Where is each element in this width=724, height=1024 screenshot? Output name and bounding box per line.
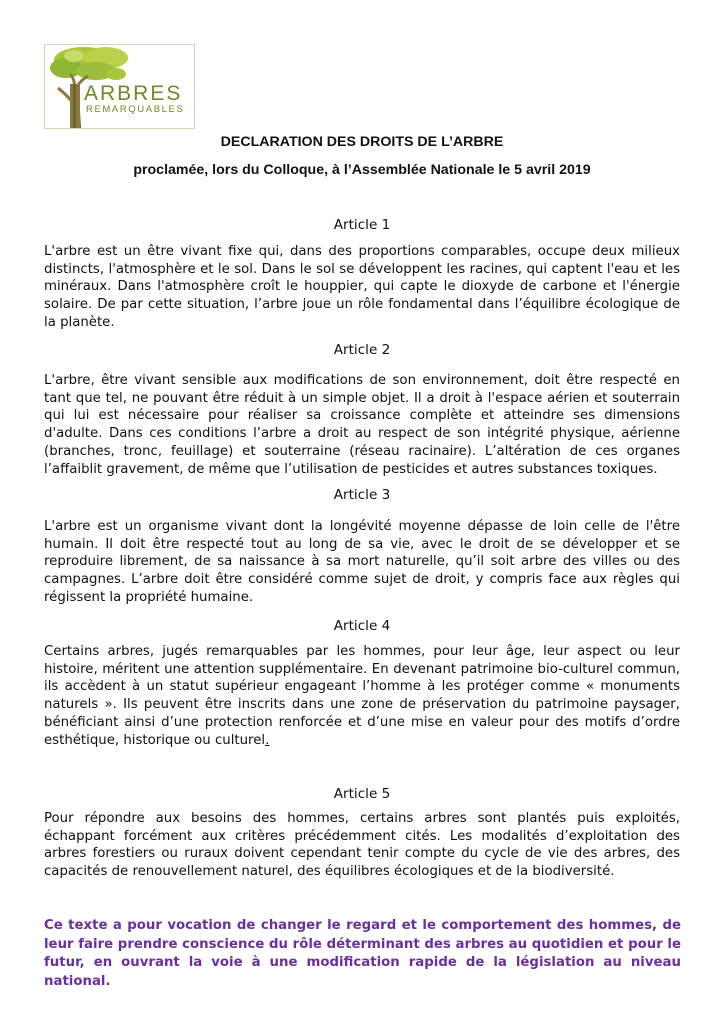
article-5-text: Pour répondre aux besoins des hommes, certains arbres sont plantés puis exploités, échappant forcément aux critères précédemment cités. Les modalités d’exploitation des arbres forestiers ou ruraux doivent cependant tenir compte du cycle de vie des arbres, des capacités de renouvellement naturel, des équilibres écologiques et de la biodiversité. (44, 811, 680, 880)
document-subtitle: proclamée, lors du Colloque, à l’Assemblée Nationale le 5 avril 2019 (133, 162, 591, 178)
article-4-text: Certains arbres, jugés remarquables par les hommes, pour leur âge, leur aspect ou leur histoire, méritent une attention supplémentaire. En devenant patrimoine bio-culturel commun, ils accèdent à un statut supérieur engageant l’homme à les protéger comme « monuments naturels ». Ils peuvent être inscrits dans une zone de préservation du patrimoine paysager, bénéficiant ainsi d’une protection renforcée et d’une mise en valeur pour des motifs d’ordre esthétique, historique ou culturel (44, 644, 680, 748)
article-3-title: Article 3 (333, 487, 391, 503)
logo-subtitle: REMARQUABLES (86, 104, 185, 115)
article-1-text: L'arbre est un être vivant fixe qui, dans des proportions comparables, occupe deux milieux distincts, l'atmosphère et le sol. Dans le sol se développent les racines, qui captent l'eau et les minéraux. Dans l'atmosphère croît le houppier, qui capte le dioxyde de carbone et l'énergie solaire. De par cette situation, l’arbre joue un rôle fondamental dans l’équilibre écologique de la planète. (44, 244, 680, 330)
arbres-remarquables-logo (44, 44, 196, 130)
article-2-text: L'arbre, être vivant sensible aux modifications de son environnement, doit être respecté en tant que tel, ne pouvant être réduit à un simple objet. Il a droit à l'espace aérien et souterrain qui lui est nécessaire pour réaliser sa croissance complète et atteindre ses dimensions d'adulte. Dans ces conditions l’arbre a droit au respect de son intégrité physique, aérienne (branches, tronc, feuillage) et souterraine (réseau racinaire). L’altération de ces organes l’affaiblit gravement, de même que l’utilisation de pesticides et autres substances toxiques. (44, 373, 680, 477)
logo-title: ARBRES (84, 82, 183, 105)
article-1-title: Article 1 (333, 217, 391, 233)
article-5-title: Article 5 (333, 786, 391, 802)
article-3-text: L'arbre est un organisme vivant dont la longévité moyenne dépasse de loin celle de l'être humain. Il doit être respecté tout au long de sa vie, avec le droit de se développer et se reproduire librement, de sa naissance à sa mort naturelle, qu’il soit arbre des villes ou des campagnes. L’arbre doit être considéré comme sujet de droit, y compris face aux règles qui régissent la propriété humaine. (44, 519, 680, 605)
article-2-title: Article 2 (333, 342, 391, 358)
article-4-tail: . (265, 732, 270, 748)
closing-statement: Ce texte a pour vocation de changer le regard et le comportement des hommes, de leur faire prendre conscience du rôle déterminant des arbres au quotidien et pour le futur, en ouvrant la voie à une modification rapide de la législation au niveau national. (44, 918, 681, 989)
document-title: DECLARATION DES DROITS DE L’ARBRE (220, 134, 504, 150)
article-4-body (44, 643, 680, 749)
article-4-title: Article 4 (333, 618, 391, 634)
